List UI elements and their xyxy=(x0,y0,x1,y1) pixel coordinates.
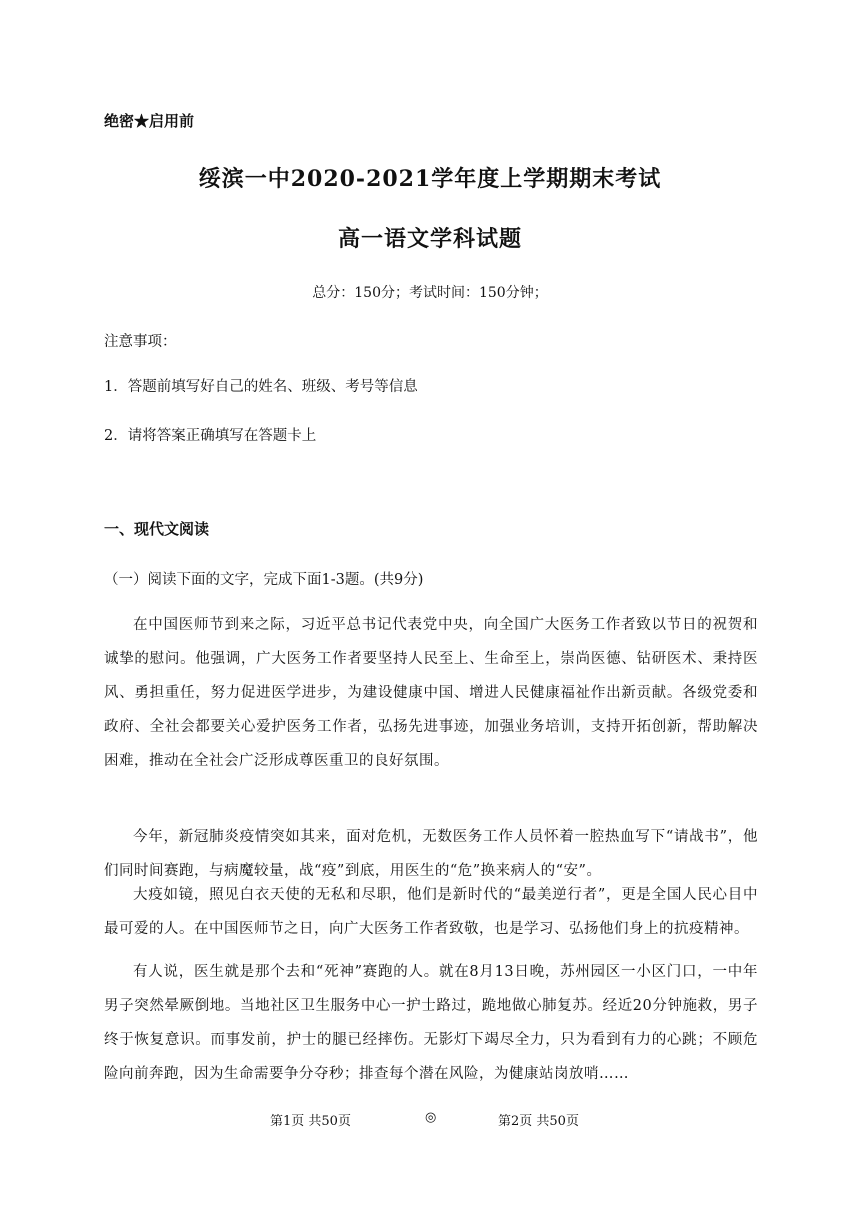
footer-mark: ◎ xyxy=(425,1110,437,1125)
exam-meta: 总分：150分；考试时间：150分钟； xyxy=(312,285,548,301)
passage-paragraph: 大疫如镜，照见白衣天使的无私和尽职，他们是新时代的“最美逆行者”，更是全国人民心目中最可爱的人。在中国医师节之日，向广大医务工作者致敬，也是学习、弘扬他们身上的抗疫精神。 xyxy=(104,887,758,937)
page-number-right: 第2页 共50页 xyxy=(498,1114,579,1129)
passage-paragraph: 在中国医师节到来之际，习近平总书记代表党中央，向全国广大医务工作者致以节日的祝贺和诚挚的慰问。他强调，广大医务工作者要坚持人民至上、生命至上，崇尚医德、钻研医术、秉持医风、勇担重任，努力促进医学进步，为建设健康中国、增进人民健康福祉作出新贡献。各级党委和政府、全社会都要关心爱护医务工作者，弘扬先进事迹，加强业务培训，支持开拓创新，帮助解决困难，推动在全社会广泛形成尊医重卫的良好氛围。 xyxy=(104,617,758,769)
section-subheading: （一）阅读下面的文字，完成下面1-3题。(共9分) xyxy=(104,572,424,588)
notice-item: 2．请将答案正确填写在答题卡上 xyxy=(104,428,317,444)
passage-paragraph: 今年，新冠肺炎疫情突如其来，面对危机，无数医务工作人员怀着一腔热血写下“请战书”，他们同时间赛跑，与病魔较量，战“疫”到底，用医生的“危”换来病人的“安”。 xyxy=(104,829,758,879)
exam-title: 绥滨一中2020-2021学年度上学期期末考试 xyxy=(198,166,662,192)
section-heading: 一、现代文阅读 xyxy=(104,520,210,538)
exam-subtitle: 高一语文学科试题 xyxy=(337,226,522,252)
passage-paragraph: 有人说，医生就是那个去和“死神”赛跑的人。就在8月13日晚，苏州园区一小区门口，一中年男子突然晕厥倒地。当地社区卫生服务中心一护士路过，跪地做心肺复苏。经近20分钟施救，男子终于恢复意识。而事发前，护士的腿已经摔伤。无影灯下竭尽全力，只为看到有力的心跳；不顾危险向前奔跑，因为生命需要争分夺秒；排查每个潜在风险，为健康站岗放哨…… xyxy=(104,964,758,1082)
secret-mark: 绝密★启用前 xyxy=(104,112,195,130)
page-number-left: 第1页 共50页 xyxy=(270,1114,351,1129)
notice-heading: 注意事项： xyxy=(104,334,177,350)
notice-item: 1．答题前填写好自己的姓名、班级、考号等信息 xyxy=(104,379,418,395)
